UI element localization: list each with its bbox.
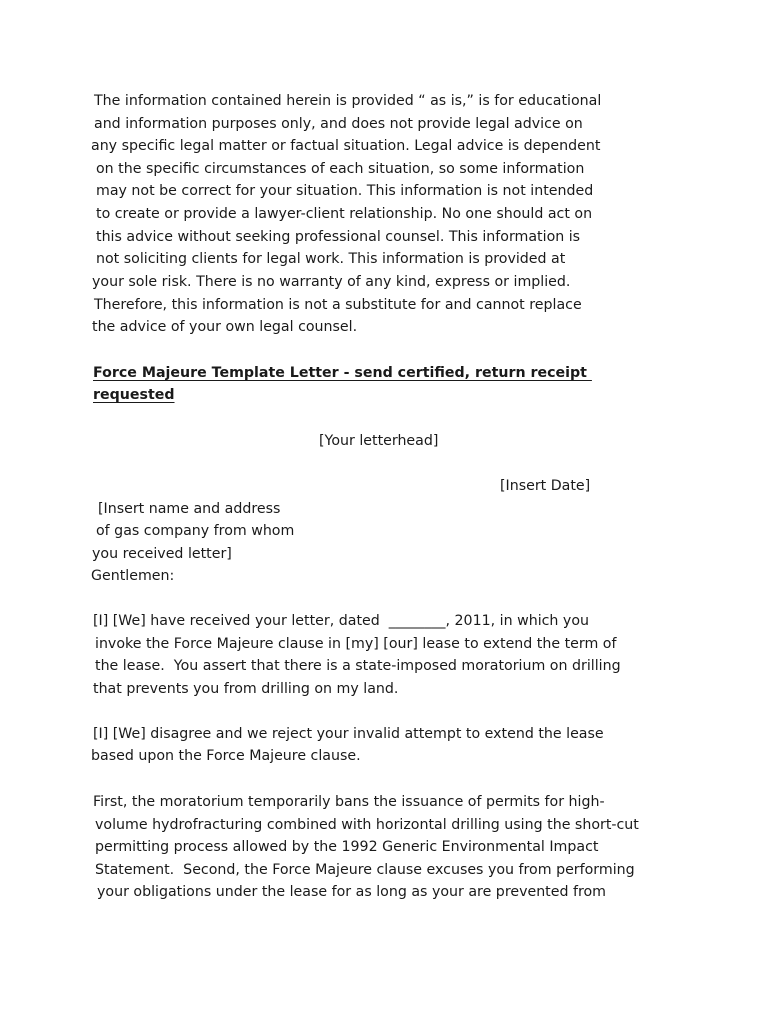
paragraph-line: [I] [We] disagree and we reject your invalid attempt to extend the lease [93, 726, 604, 742]
disclaimer-line: to create or provide a lawyer-client relationship. No one should act on [96, 206, 593, 222]
date-placeholder: [Insert Date] [500, 478, 591, 494]
paragraph-line: First, the moratorium temporarily bans the issuance of permits for high- [93, 794, 605, 810]
disclaimer-line: and information purposes only, and does not provide legal advice on [94, 116, 583, 132]
paragraph-line: permitting process allowed by the 1992 Generic Environmental Impact [95, 839, 599, 855]
address-line: you received letter] [92, 546, 232, 562]
disclaimer-line: your sole risk. There is no warranty of any kind, express or implied. [92, 274, 571, 290]
address-line: of gas company from whom [96, 523, 295, 539]
paragraph-line: that prevents you from drilling on my land. [93, 681, 399, 697]
disclaimer-line: any specific legal matter or factual situation. Legal advice is dependent [91, 138, 601, 154]
disclaimer-line: the advice of your own legal counsel. [92, 319, 358, 335]
disclaimer-line: on the specific circumstances of each situation, so some information [96, 161, 585, 177]
paragraph-line: your obligations under the lease for as long as your are prevented from [97, 884, 607, 900]
letterhead-placeholder: [Your letterhead] [319, 433, 439, 449]
disclaimer-line: may not be correct for your situation. This information is not intended [96, 183, 594, 199]
paragraph-line: the lease. You assert that there is a state-imposed moratorium on drilling [95, 658, 621, 674]
paragraph-line: volume hydrofracturing combined with horizontal drilling using the short-cut [95, 817, 639, 833]
disclaimer-line: not soliciting clients for legal work. This information is provided at [96, 251, 566, 267]
salutation: Gentlemen: [91, 568, 175, 584]
template-heading: Force Majeure Template Letter - send certified, return receipt [93, 365, 592, 381]
template-heading-continued: requested [93, 387, 175, 403]
disclaimer-line: The information contained herein is provided “ as is,” is for educational [94, 93, 602, 109]
disclaimer-line: this advice without seeking professional counsel. This information is [96, 229, 581, 245]
address-line: [Insert name and address [98, 501, 281, 517]
paragraph-line: invoke the Force Majeure clause in [my] [our] lease to extend the term of [95, 636, 617, 652]
paragraph-line: [I] [We] have received your letter, dated ________, 2011, in which you [93, 613, 590, 629]
disclaimer-line: Therefore, this information is not a substitute for and cannot replace [94, 297, 582, 313]
paragraph-line: based upon the Force Majeure clause. [91, 748, 361, 764]
paragraph-line: Statement. Second, the Force Majeure clause excuses you from performing [95, 862, 635, 878]
